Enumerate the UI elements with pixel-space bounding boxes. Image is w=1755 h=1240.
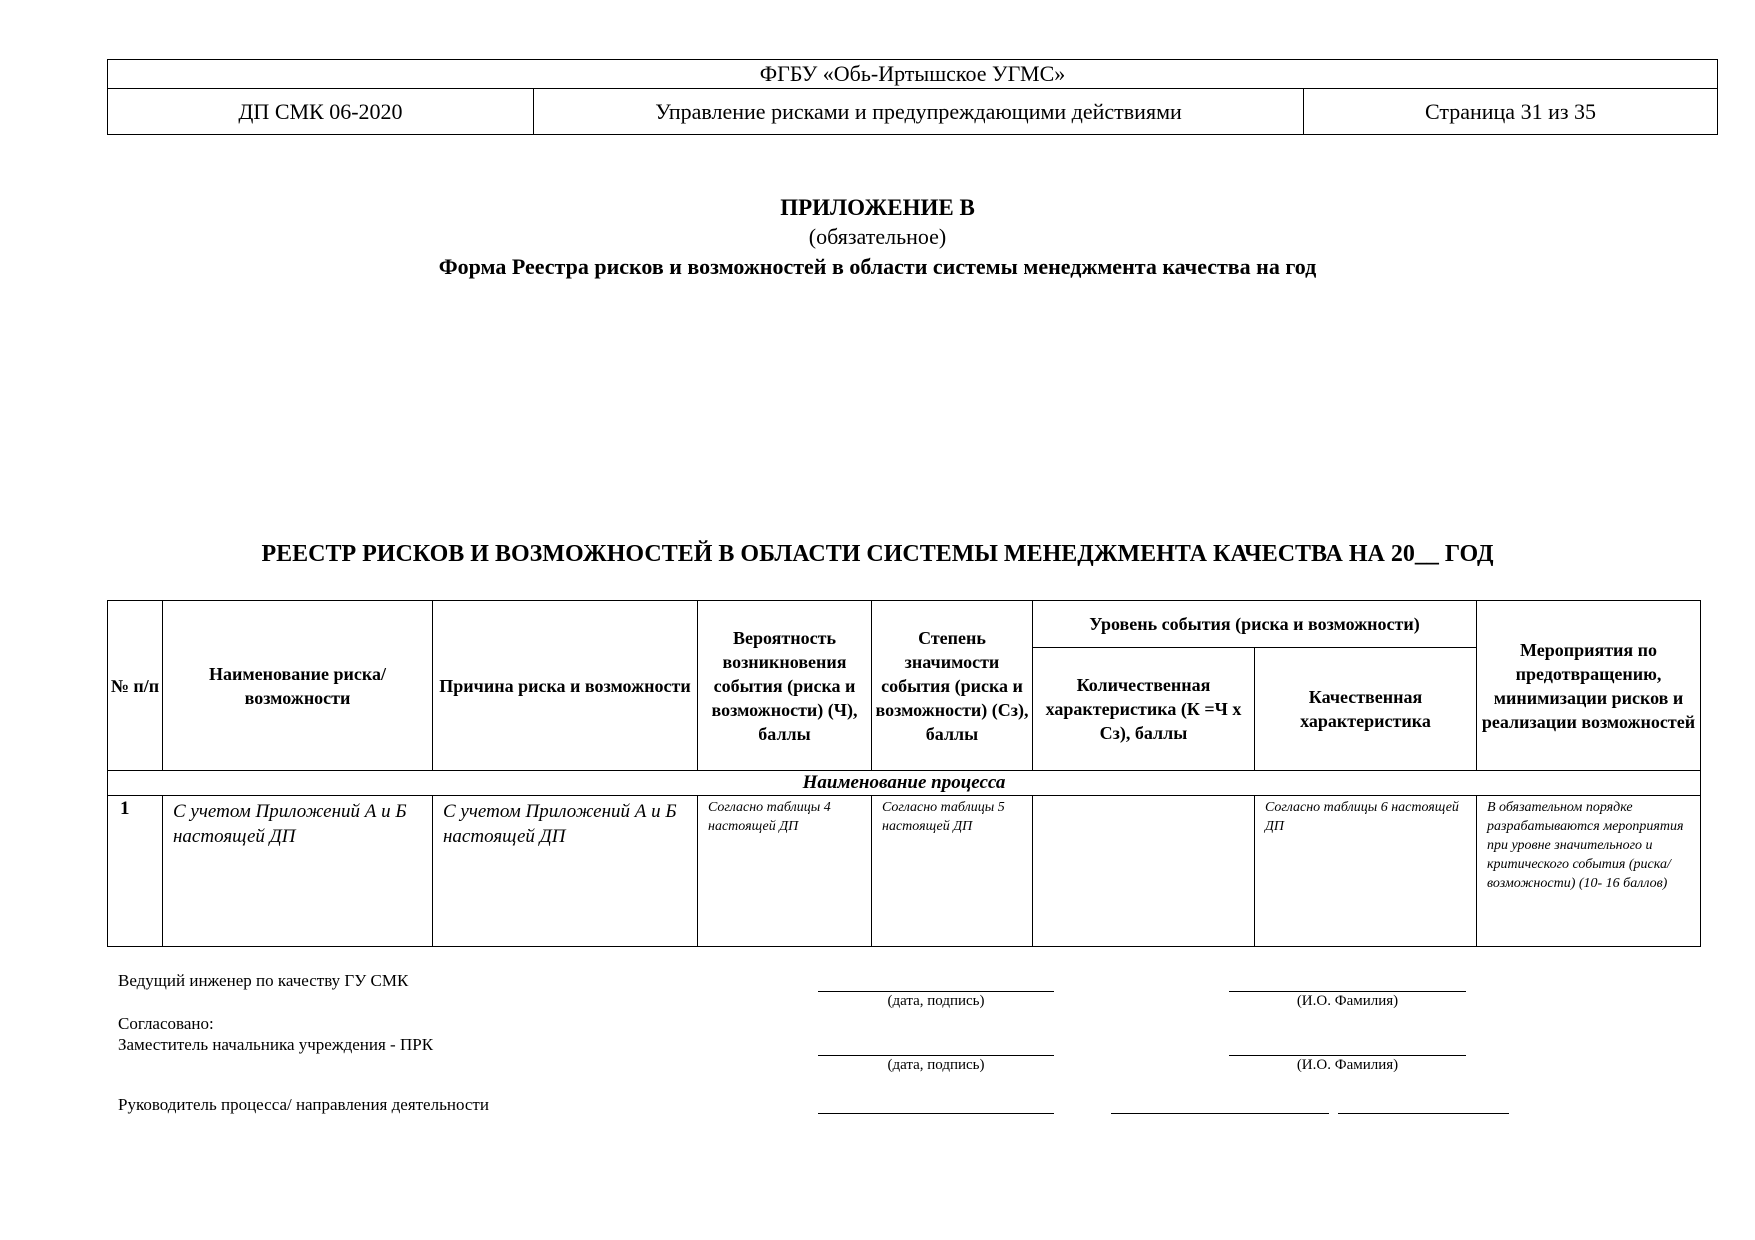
document-code: ДП СМК 06-2020 xyxy=(108,89,534,135)
register-title: РЕЕСТР РИСКОВ И ВОЗМОЖНОСТЕЙ В ОБЛАСТИ СИСТЕМЫ МЕНЕДЖМЕНТА КАЧЕСТВА НА 20__ ГОД xyxy=(261,541,1494,567)
signature-line-engineer-date xyxy=(818,991,1054,992)
signature-label-engineer: Ведущий инженер по качеству ГУ СМК xyxy=(118,971,409,990)
caption-deputy-name: (И.О. Фамилия) xyxy=(1296,1057,1399,1073)
caption-deputy-date: (дата, подпись) xyxy=(887,1057,985,1073)
cell-number: 1 xyxy=(108,796,163,947)
signature-label-agreed: Согласовано: xyxy=(118,1014,214,1033)
signature-label-deputy: Заместитель начальника учреждения - ПРК xyxy=(118,1035,434,1054)
column-header-cause: Причина риска и возможности xyxy=(433,601,698,771)
column-header-measures: Мероприятия по предотвращению, минимизации рисков и реализации возможностей xyxy=(1477,601,1701,771)
organization-name: ФГБУ «Обь-Иртышское УГМС» xyxy=(108,60,1718,89)
column-header-significance: Степень значимости события (риска и возможности) (Сз), баллы xyxy=(872,601,1033,771)
column-header-quantitative: Количественная характеристика (К =Ч х Сз), баллы xyxy=(1033,648,1255,771)
cell-qualitative: Согласно таблицы 6 настоящей ДП xyxy=(1255,796,1477,947)
cell-measures: В обязательном порядке разрабатываются мероприятия при уровне значительного и критического события (риска/возможности) (10- 16 баллов) xyxy=(1477,796,1701,947)
table-row xyxy=(108,796,1701,947)
signature-line-deputy-name xyxy=(1229,1055,1466,1056)
cell-risk-name: С учетом Приложений А и Б настоящей ДП xyxy=(163,796,433,947)
column-header-probability: Вероятность возникновения события (риска и возможности) (Ч), баллы xyxy=(698,601,872,771)
cell-probability: Согласно таблицы 4 настоящей ДП xyxy=(698,796,872,947)
risk-register-table xyxy=(107,600,1701,947)
signature-line-process-head-3 xyxy=(1338,1113,1509,1114)
signature-line-process-head-2 xyxy=(1111,1113,1329,1114)
caption-engineer-date: (дата, подпись) xyxy=(887,993,985,1009)
column-header-event-level: Уровень события (риска и возможности) xyxy=(1033,601,1477,648)
cell-quantitative xyxy=(1033,796,1255,947)
column-header-qualitative: Качественная характеристика xyxy=(1255,648,1477,771)
cell-cause: С учетом Приложений А и Б настоящей ДП xyxy=(433,796,698,947)
signature-label-process-head: Руководитель процесса/ направления деятельности xyxy=(118,1095,489,1114)
document-header xyxy=(107,59,1718,135)
page-info: Страница 31 из 35 xyxy=(1304,89,1718,135)
appendix-subtitle: (обязательное) xyxy=(808,224,947,249)
column-header-risk-name: Наименование риска/ возможности xyxy=(163,601,433,771)
appendix-title: ПРИЛОЖЕНИЕ В xyxy=(780,195,975,220)
appendix-form-title: Форма Реестра рисков и возможностей в области системы менеджмента качества на год xyxy=(438,254,1317,279)
signature-line-deputy-date xyxy=(818,1055,1054,1056)
caption-engineer-name: (И.О. Фамилия) xyxy=(1296,993,1399,1009)
cell-significance: Согласно таблицы 5 настоящей ДП xyxy=(872,796,1033,947)
column-header-number: № п/п xyxy=(108,601,163,771)
signature-line-engineer-name xyxy=(1229,991,1466,992)
document-title: Управление рисками и предупреждающими действиями xyxy=(534,89,1304,135)
process-name-row: Наименование процесса xyxy=(108,771,1701,796)
signature-line-process-head-1 xyxy=(818,1113,1054,1114)
